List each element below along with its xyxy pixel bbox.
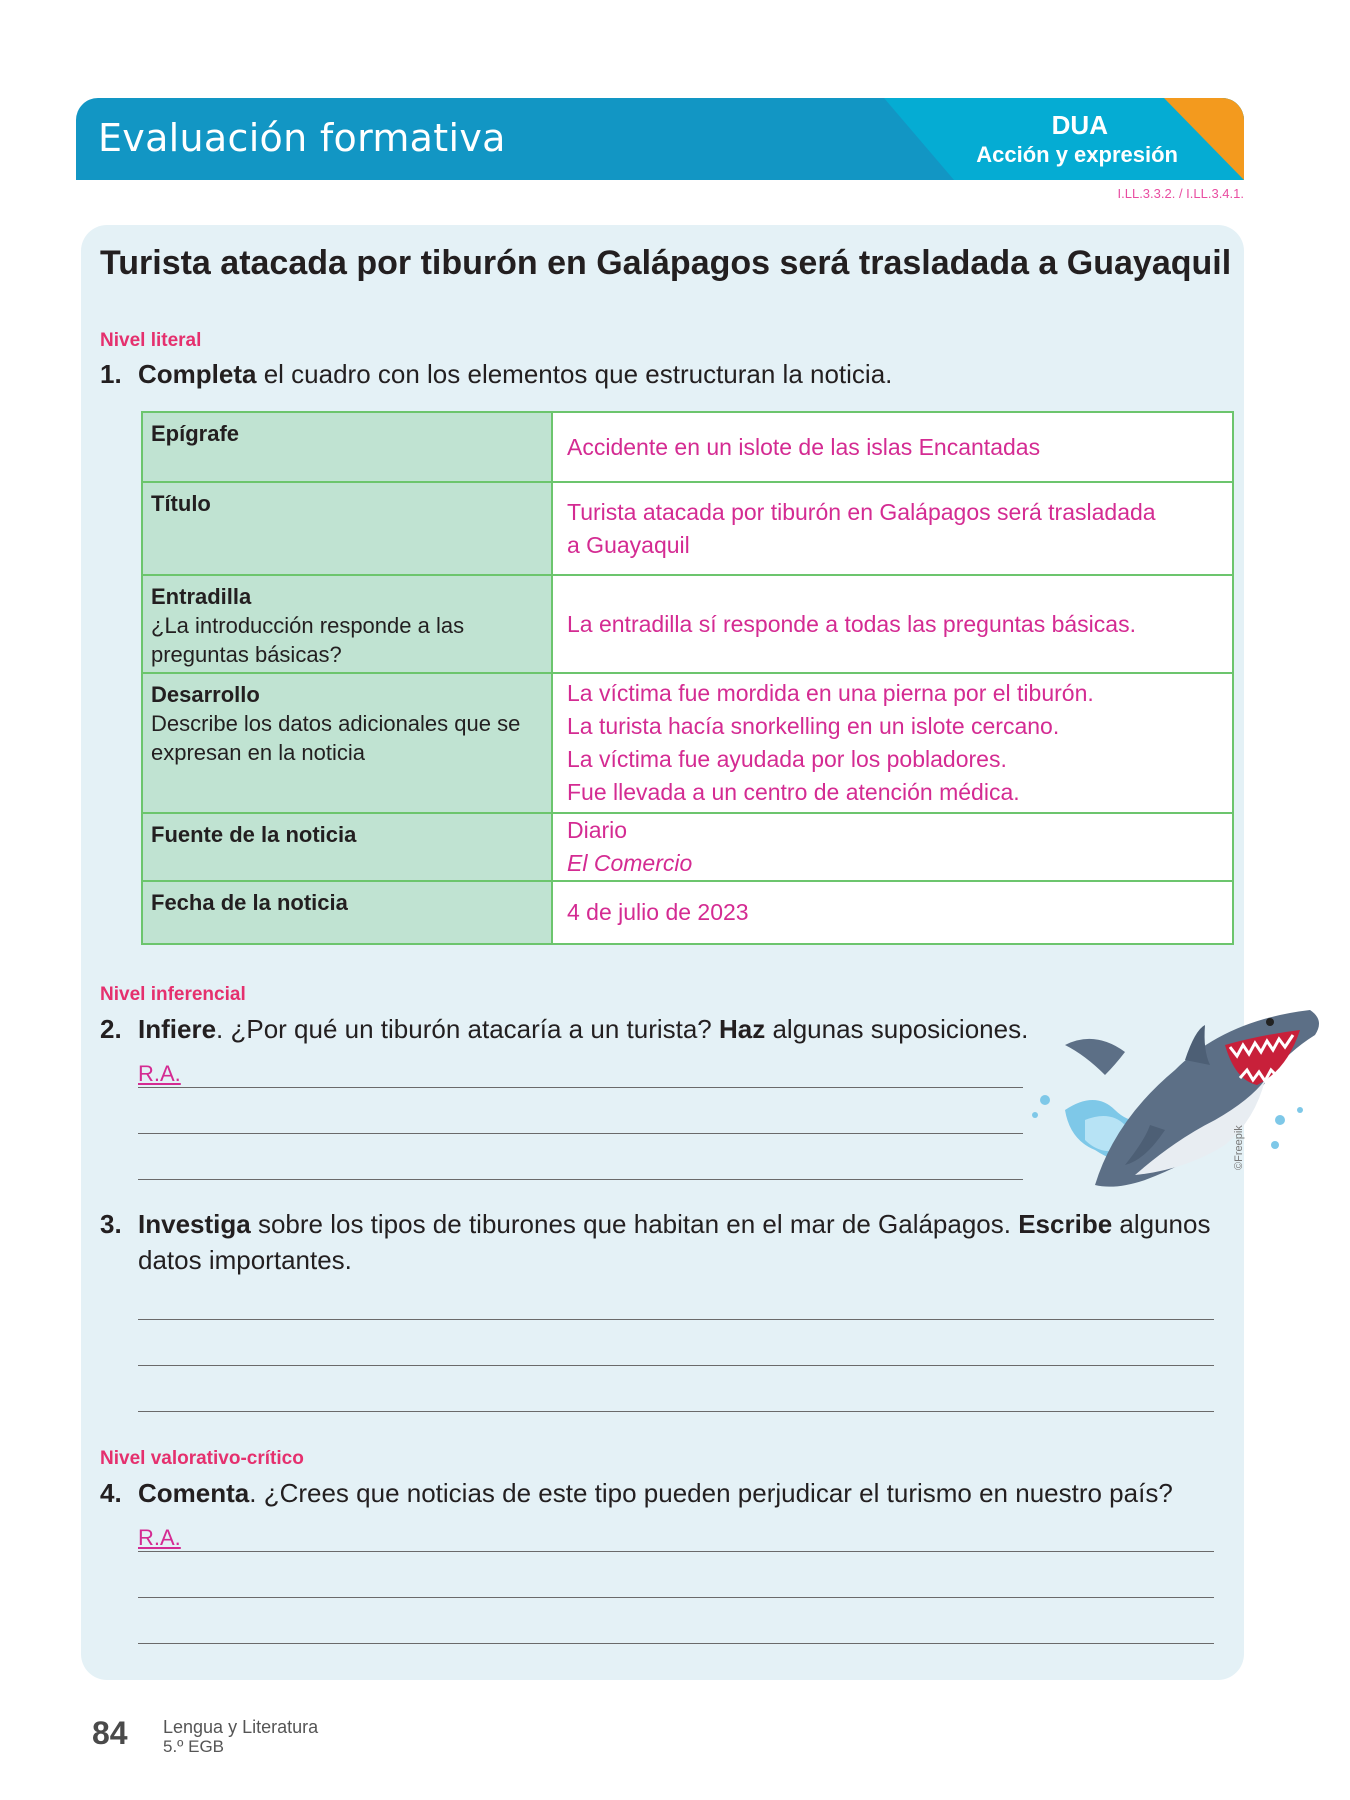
question-text: el cuadro con los elementos que estructuran la noticia. bbox=[256, 359, 893, 389]
source-name: El Comercio bbox=[567, 850, 693, 876]
row-label: Epígrafe bbox=[151, 421, 240, 446]
table-label-cell bbox=[142, 482, 552, 575]
footer-subject: Lengua y Literatura bbox=[163, 1717, 319, 1737]
answer-text: La entradilla sí responde a todas las preguntas básicas. bbox=[567, 610, 1136, 637]
answer-text: La víctima fue ayudada por los pobladores. bbox=[567, 746, 1007, 772]
page-number: 84 bbox=[92, 1715, 128, 1751]
answer-line[interactable] bbox=[138, 1087, 1023, 1088]
row-label: Desarrollo bbox=[151, 682, 260, 707]
question-4 bbox=[100, 1475, 1173, 1511]
question-number: 3. bbox=[100, 1209, 122, 1239]
news-structure-table bbox=[141, 411, 1234, 945]
question-verb-2: Haz bbox=[719, 1014, 766, 1044]
question-number: 2. bbox=[100, 1014, 122, 1044]
dua-subtitle: Acción y expresión bbox=[976, 142, 1178, 167]
answer-line[interactable] bbox=[138, 1411, 1214, 1412]
level-literal: Nivel literal bbox=[100, 330, 202, 351]
table-row bbox=[142, 881, 1233, 944]
answer-text: Turista atacada por tiburón en Galápagos será trasladada bbox=[567, 498, 1156, 525]
table-row bbox=[142, 575, 1233, 673]
question-1 bbox=[100, 356, 892, 392]
question-text: . ¿Crees que noticias de este tipo pueden perjudicar el turismo en nuestro país? bbox=[249, 1478, 1173, 1508]
table-label-cell bbox=[142, 575, 552, 673]
shark-illustration bbox=[1025, 990, 1330, 1200]
section-title: Evaluación formativa bbox=[98, 116, 506, 160]
table-value-cell[interactable] bbox=[552, 575, 1233, 673]
question-text: sobre los tipos de tiburones que habitan en el mar de Galápagos. bbox=[250, 1209, 1019, 1239]
table-label-cell bbox=[142, 673, 552, 813]
question-text-2: algunos bbox=[1112, 1209, 1211, 1239]
curriculum-code: I.LL.3.3.2. / I.LL.3.4.1. bbox=[1117, 186, 1244, 201]
row-label: Fecha de la noticia bbox=[151, 890, 348, 915]
table-value-cell[interactable] bbox=[552, 881, 1233, 944]
table-value-cell[interactable] bbox=[552, 412, 1233, 482]
answer-text: Fue llevada a un centro de atención médica. bbox=[567, 779, 1020, 805]
shark-eye bbox=[1266, 1018, 1274, 1026]
question-number: 4. bbox=[100, 1478, 122, 1508]
answer-text: La víctima fue mordida en una pierna por el tiburón. bbox=[567, 680, 1094, 706]
question-number: 1. bbox=[100, 359, 122, 389]
answer-line[interactable] bbox=[138, 1643, 1214, 1644]
level-valorativo-critico: Nivel valorativo-crítico bbox=[100, 1448, 304, 1469]
answer-line[interactable] bbox=[138, 1179, 1023, 1180]
table-row bbox=[142, 813, 1233, 881]
question-verb-2: Escribe bbox=[1018, 1209, 1113, 1239]
answer-line[interactable] bbox=[138, 1551, 1214, 1552]
footer-grade: 5.º EGB bbox=[163, 1737, 225, 1756]
answer-text: a Guayaquil bbox=[567, 531, 690, 558]
table-label-cell bbox=[142, 881, 552, 944]
dua-title: DUA bbox=[1051, 110, 1108, 140]
table-value-cell[interactable] bbox=[552, 482, 1233, 575]
question-verb: Comenta bbox=[138, 1478, 250, 1508]
table-label-cell bbox=[142, 412, 552, 482]
answer-line[interactable] bbox=[138, 1365, 1214, 1366]
news-title: Turista atacada por tiburón en Galápagos será trasladada a Guayaquil bbox=[100, 244, 1232, 282]
question-verb: Completa bbox=[138, 359, 257, 389]
table-value-cell[interactable] bbox=[552, 813, 1233, 881]
question-verb: Investiga bbox=[138, 1209, 251, 1239]
row-label: Entradilla bbox=[151, 584, 252, 609]
question-text-continuation: datos importantes. bbox=[138, 1245, 352, 1275]
question-verb: Infiere bbox=[138, 1014, 217, 1044]
table-value-cell[interactable] bbox=[552, 673, 1233, 813]
row-description: ¿La introducción responde a las preguntas básicas? bbox=[151, 613, 465, 667]
answer-line[interactable] bbox=[138, 1133, 1023, 1134]
row-label: Fuente de la noticia bbox=[151, 822, 357, 847]
question-3 bbox=[100, 1206, 1210, 1278]
row-description: Describe los datos adicionales que se expresan en la noticia bbox=[151, 711, 521, 765]
table-row bbox=[142, 412, 1233, 482]
answer-text: Accidente en un islote de las islas Encantadas bbox=[567, 433, 1041, 460]
answer-text: La turista hacía snorkelling en un islote cercano. bbox=[567, 713, 1060, 739]
level-inferencial: Nivel inferencial bbox=[100, 984, 246, 1005]
row-label: Título bbox=[151, 491, 211, 516]
header-banner bbox=[76, 98, 1244, 180]
table-row bbox=[142, 482, 1233, 575]
answer-text: 4 de julio de 2023 bbox=[567, 899, 749, 925]
answer-ra: R.A. bbox=[138, 1061, 181, 1086]
answer-line[interactable] bbox=[138, 1319, 1214, 1320]
answer-text bbox=[567, 814, 1218, 880]
table-row bbox=[142, 673, 1233, 813]
table-label-cell bbox=[142, 813, 552, 881]
answer-line[interactable] bbox=[138, 1597, 1214, 1598]
question-text: . ¿Por qué un tiburón atacaría a un turista? bbox=[216, 1014, 719, 1044]
question-text-2: algunas suposiciones. bbox=[765, 1014, 1029, 1044]
answer-ra: R.A. bbox=[138, 1525, 181, 1550]
source-prefix: Diario bbox=[567, 817, 628, 843]
image-credit: ©Freepik bbox=[1233, 1125, 1245, 1170]
question-2 bbox=[100, 1011, 1028, 1047]
